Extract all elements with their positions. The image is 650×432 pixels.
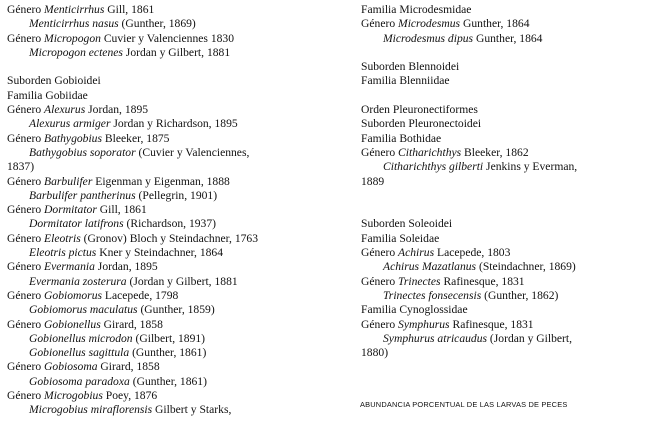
taxon-authority: (Cuvier y Valenciennes, xyxy=(135,145,250,159)
taxon-authority: Suborden Soleoidei xyxy=(361,217,453,231)
left-column xyxy=(7,3,329,418)
taxon-authority: Jordan, 1895 xyxy=(94,260,158,274)
genus-entry xyxy=(361,146,649,160)
genus-entry xyxy=(7,103,329,117)
species-entry xyxy=(7,117,329,131)
taxon-authority: Rafinesque, 1831 xyxy=(449,317,534,331)
taxon-authority: Gill, 1861 xyxy=(96,203,147,217)
taxon-authority: (Gunther, 1859) xyxy=(137,303,215,317)
taxon-authority: (Pellegrin, 1901) xyxy=(135,188,218,202)
genus-entry xyxy=(7,289,329,303)
rank-label: Género xyxy=(7,389,42,403)
species-entry xyxy=(7,375,329,389)
species-entry xyxy=(361,289,649,303)
species-entry xyxy=(361,260,649,274)
genus-entry xyxy=(7,132,329,146)
rank-label: Género xyxy=(7,31,42,45)
taxon-heading xyxy=(7,89,329,103)
taxon-name: Gobionellus xyxy=(44,317,101,331)
species-entry xyxy=(7,275,329,289)
section-caption: ABUNDANCIA PORCENTUAL DE LAS LARVAS DE PECES xyxy=(360,400,568,409)
genus-entry xyxy=(7,389,329,403)
taxon-authority: Lacepede, 1803 xyxy=(434,246,511,260)
taxon-heading xyxy=(361,103,649,117)
species-entry xyxy=(7,332,329,346)
rank-label: Género xyxy=(361,17,396,31)
taxon-authority: Suborden Gobioidei xyxy=(7,74,101,88)
taxon-heading xyxy=(361,217,649,231)
taxon-authority: Familia Bothidae xyxy=(361,131,442,145)
taxon-name: Micropogon ectenes xyxy=(29,45,123,59)
taxon-name: Gobiomorus maculatus xyxy=(29,303,138,317)
genus-entry xyxy=(7,232,329,246)
taxon-heading xyxy=(361,60,649,74)
taxon-authority: Gilbert y Starks, xyxy=(152,403,232,417)
rank-label: Género xyxy=(361,274,396,288)
rank-label: Género xyxy=(7,131,42,145)
genus-entry xyxy=(7,203,329,217)
taxon-heading xyxy=(361,74,649,88)
taxon-authority: Poey, 1876 xyxy=(102,389,158,403)
taxon-authority: (Steindachner, 1869) xyxy=(476,260,576,274)
taxon-authority: Jordan y Richardson, 1895 xyxy=(110,117,238,131)
taxon-heading xyxy=(361,132,649,146)
taxon-authority: Jordan, 1895 xyxy=(85,103,149,117)
species-entry xyxy=(7,217,329,231)
species-entry xyxy=(7,346,329,360)
taxon-authority: 1837) xyxy=(7,160,35,174)
taxon-authority: Familia Soleidae xyxy=(361,231,440,245)
taxon-name: Micropogon xyxy=(44,31,101,45)
rank-label: Género xyxy=(7,360,42,374)
taxon-name: Barbulifer pantherinus xyxy=(29,188,136,202)
taxon-name: Eleotris pictus xyxy=(29,246,97,260)
rank-label: Género xyxy=(361,145,396,159)
taxon-authority: (Gunther, 1862) xyxy=(481,288,559,302)
taxon-authority: Gill, 1861 xyxy=(104,3,155,16)
rank-label: Género xyxy=(7,103,42,117)
taxon-authority: Orden Pleuronectiformes xyxy=(361,103,478,117)
genus-entry xyxy=(7,360,329,374)
taxon-authority: Familia Blenniidae xyxy=(361,74,450,88)
blank-line xyxy=(361,189,649,203)
rank-label: Género xyxy=(7,260,42,274)
taxon-authority: 1889 xyxy=(361,174,385,188)
taxon-authority: Gunther, 1864 xyxy=(473,31,543,45)
blank-line xyxy=(361,46,649,60)
taxon-name: Achirus xyxy=(398,246,435,260)
right-column xyxy=(361,3,649,360)
taxon-authority: (Gunther, 1869) xyxy=(118,17,196,31)
taxon-authority: Bleeker, 1862 xyxy=(461,145,529,159)
rank-label: Género xyxy=(7,231,42,245)
genus-entry xyxy=(7,3,329,17)
taxon-name: Bathygobius xyxy=(44,131,102,145)
taxon-name: Gobiomorus xyxy=(44,288,103,302)
rank-label: Género xyxy=(7,3,42,16)
taxon-name: Citharichthys gilberti xyxy=(383,160,484,174)
genus-entry xyxy=(7,32,329,46)
taxon-authority: Jenkins y Everman, xyxy=(483,160,578,174)
species-entry xyxy=(361,32,649,46)
taxon-authority: Girard, 1858 xyxy=(100,317,163,331)
taxon-heading xyxy=(361,3,649,17)
taxon-name: Trinectes fonsecensis xyxy=(383,288,482,302)
taxon-authority: (Jordan y Gilbert, 1881 xyxy=(126,274,238,288)
taxon-heading xyxy=(361,175,649,189)
species-entry xyxy=(7,403,329,417)
taxon-name: Bathygobius soporator xyxy=(29,145,136,159)
taxon-name: Evermania xyxy=(44,260,95,274)
taxon-authority: Kner y Steindachner, 1864 xyxy=(96,246,224,260)
taxon-name: Gobionellus microdon xyxy=(29,331,133,345)
taxon-heading xyxy=(361,303,649,317)
taxon-authority: Familia Microdesmidae xyxy=(361,3,472,16)
taxon-authority: Rafinesque, 1831 xyxy=(440,274,525,288)
taxon-name: Microdesmus xyxy=(398,17,461,31)
taxon-name: Alexurus xyxy=(44,103,86,117)
taxon-name: Microgobius miraflorensis xyxy=(29,403,153,417)
blank-line xyxy=(361,89,649,103)
taxon-heading xyxy=(7,74,329,88)
taxon-name: Citharichthys xyxy=(398,145,462,159)
species-entry xyxy=(7,17,329,31)
taxon-name: Alexurus armiger xyxy=(29,117,111,131)
taxon-name: Evermania zosterura xyxy=(29,274,127,288)
genus-entry xyxy=(361,246,649,260)
genus-entry xyxy=(7,318,329,332)
taxon-name: Menticirrhus nasus xyxy=(29,17,119,31)
taxon-authority: (Jordan y Gilbert, xyxy=(487,331,573,345)
species-entry xyxy=(7,146,329,160)
taxon-name: Achirus Mazatlanus xyxy=(383,260,477,274)
taxon-authority: Girard, 1858 xyxy=(97,360,160,374)
genus-entry xyxy=(361,17,649,31)
taxon-authority: Gunther, 1864 xyxy=(460,17,530,31)
taxon-name: Gobiosoma xyxy=(44,360,98,374)
taxon-name: Dormitator xyxy=(44,203,97,217)
taxon-authority: Familia Gobiidae xyxy=(7,88,88,102)
rank-label: Género xyxy=(361,246,396,260)
taxon-authority: Suborden Blennoidei xyxy=(361,60,460,74)
taxon-heading xyxy=(361,346,649,360)
taxon-authority: Cuvier y Valenciennes 1830 xyxy=(100,31,235,45)
rank-label: Género xyxy=(7,203,42,217)
genus-entry xyxy=(7,175,329,189)
taxon-name: Menticirrhus xyxy=(44,3,105,16)
taxon-authority: (Gunther, 1861) xyxy=(129,374,207,388)
taxon-name: Symphurus xyxy=(398,317,450,331)
taxon-authority: Jordan y Gilbert, 1881 xyxy=(122,45,231,59)
genus-entry xyxy=(361,318,649,332)
blank-line xyxy=(361,203,649,217)
genus-entry xyxy=(7,260,329,274)
taxon-name: Trinectes xyxy=(398,274,441,288)
taxon-authority: Eigenman y Eigenman, 1888 xyxy=(92,174,230,188)
rank-label: Género xyxy=(7,174,42,188)
taxon-name: Gobionellus sagittula xyxy=(29,346,130,360)
rank-label: Género xyxy=(7,288,42,302)
taxon-heading xyxy=(361,117,649,131)
taxon-authority: 1880) xyxy=(361,346,389,360)
taxon-authority: Suborden Pleuronectoidei xyxy=(361,117,482,131)
taxon-name: Barbulifer xyxy=(44,174,93,188)
species-entry xyxy=(7,303,329,317)
rank-label: Género xyxy=(7,317,42,331)
species-entry xyxy=(361,160,649,174)
species-entry xyxy=(7,46,329,60)
taxon-authority: Bleeker, 1875 xyxy=(102,131,170,145)
taxon-name: Eleotris xyxy=(44,231,81,245)
species-entry xyxy=(361,332,649,346)
species-entry xyxy=(7,189,329,203)
taxon-authority: Lacepede, 1798 xyxy=(102,288,179,302)
taxon-name: Symphurus atricaudus xyxy=(383,331,488,345)
taxon-authority: Familia Cynoglossidae xyxy=(361,303,468,317)
species-entry xyxy=(7,246,329,260)
rank-label: Género xyxy=(361,317,396,331)
taxon-heading xyxy=(361,232,649,246)
taxon-authority: (Gronov) Bloch y Steindachner, 1763 xyxy=(80,231,259,245)
taxon-name: Microgobius xyxy=(44,389,103,403)
taxon-authority: (Gunther, 1861) xyxy=(129,346,207,360)
taxon-authority: (Richardson, 1937) xyxy=(123,217,217,231)
taxon-name: Dormitator latifrons xyxy=(29,217,124,231)
taxon-name: Gobiosoma paradoxa xyxy=(29,374,130,388)
genus-entry xyxy=(361,275,649,289)
taxon-name: Microdesmus dipus xyxy=(383,31,474,45)
taxon-heading xyxy=(7,160,329,174)
taxon-authority: (Gilbert, 1891) xyxy=(132,331,206,345)
blank-line xyxy=(7,60,329,74)
